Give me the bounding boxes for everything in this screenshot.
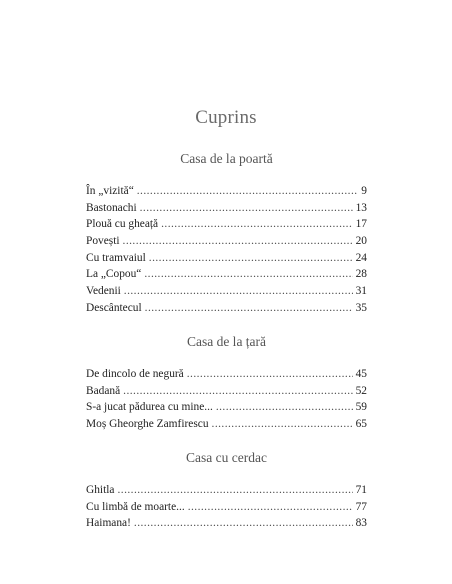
entry-list [86,366,367,433]
dot-leader [123,233,353,250]
toc-entry [86,183,367,200]
dot-leader [149,250,353,267]
entry-page-number: 59 [355,401,367,414]
dot-leader [134,515,353,532]
toc-entry [86,482,367,499]
section-title: Casa cu cerdac [186,450,267,465]
toc-entry [86,366,367,383]
toc-entry [86,200,367,217]
entry-page-number: 17 [355,218,367,231]
entry-label: Povești [86,235,120,248]
entry-page-number: 31 [355,285,367,298]
toc-section-casa-de-la-poarta [86,150,367,317]
entry-page-number: 28 [355,268,367,281]
section-title: Casa de la poartă [180,151,273,166]
entry-page-number: 35 [355,301,367,314]
entry-page-number: 45 [355,368,367,380]
entry-label: La „Copou“ [86,268,142,281]
entry-label: Bastonachi [86,201,137,214]
entry-label: În „vizită“ [86,185,134,197]
entry-page-number: 9 [361,185,367,197]
toc-entry [86,499,367,516]
entry-label: Cu tramvaiul [86,251,146,264]
dot-leader [188,499,353,516]
toc-entry [86,383,367,400]
dot-leader [145,300,353,317]
entry-label: Cu limbă de moarte... [86,500,185,513]
entry-page-number: 65 [355,418,367,431]
entry-label: Badană [86,384,121,397]
entry-page-number: 71 [355,484,367,496]
entry-page-number: 83 [355,517,367,530]
dot-leader [137,183,359,200]
toc-entry [86,399,367,416]
toc-section-casa-de-la-tara [86,333,367,433]
entry-label: Haimana! [86,517,131,530]
entry-list [86,482,367,532]
toc-entry [86,266,367,283]
dot-leader [161,216,352,233]
entry-page-number: 24 [355,251,367,264]
toc-entry [86,515,367,532]
entry-page-number: 77 [355,500,367,513]
toc-title: Cuprins [195,107,257,128]
dot-leader [144,266,352,283]
entry-label: Ghitla [86,484,115,496]
entry-page-number: 52 [355,384,367,397]
toc-entry [86,300,367,317]
entry-label: Descântecul [86,301,142,314]
toc-entry [86,283,367,300]
dot-leader [140,200,353,217]
toc-entry [86,216,367,233]
dot-leader [117,482,352,499]
toc-entry [86,233,367,250]
dot-leader [123,383,352,400]
dot-leader [187,366,353,383]
dot-leader [216,399,353,416]
toc-entry [86,250,367,267]
entry-page-number: 13 [355,201,367,214]
toc-entry [86,416,367,433]
entry-label: S-a jucat pădurea cu mine... [86,401,213,414]
entry-page-number: 20 [355,235,367,248]
entry-label: De dincolo de negură [86,368,184,380]
entry-label: Plouă cu gheață [86,218,159,231]
dot-leader [212,416,353,433]
toc-section-casa-cu-cerdac [86,449,367,532]
entry-label: Vedenii [86,285,121,298]
entry-label: Moș Gheorghe Zamfirescu [86,418,209,431]
dot-leader [124,283,353,300]
entry-list [86,183,367,317]
section-title: Casa de la țară [186,334,267,349]
